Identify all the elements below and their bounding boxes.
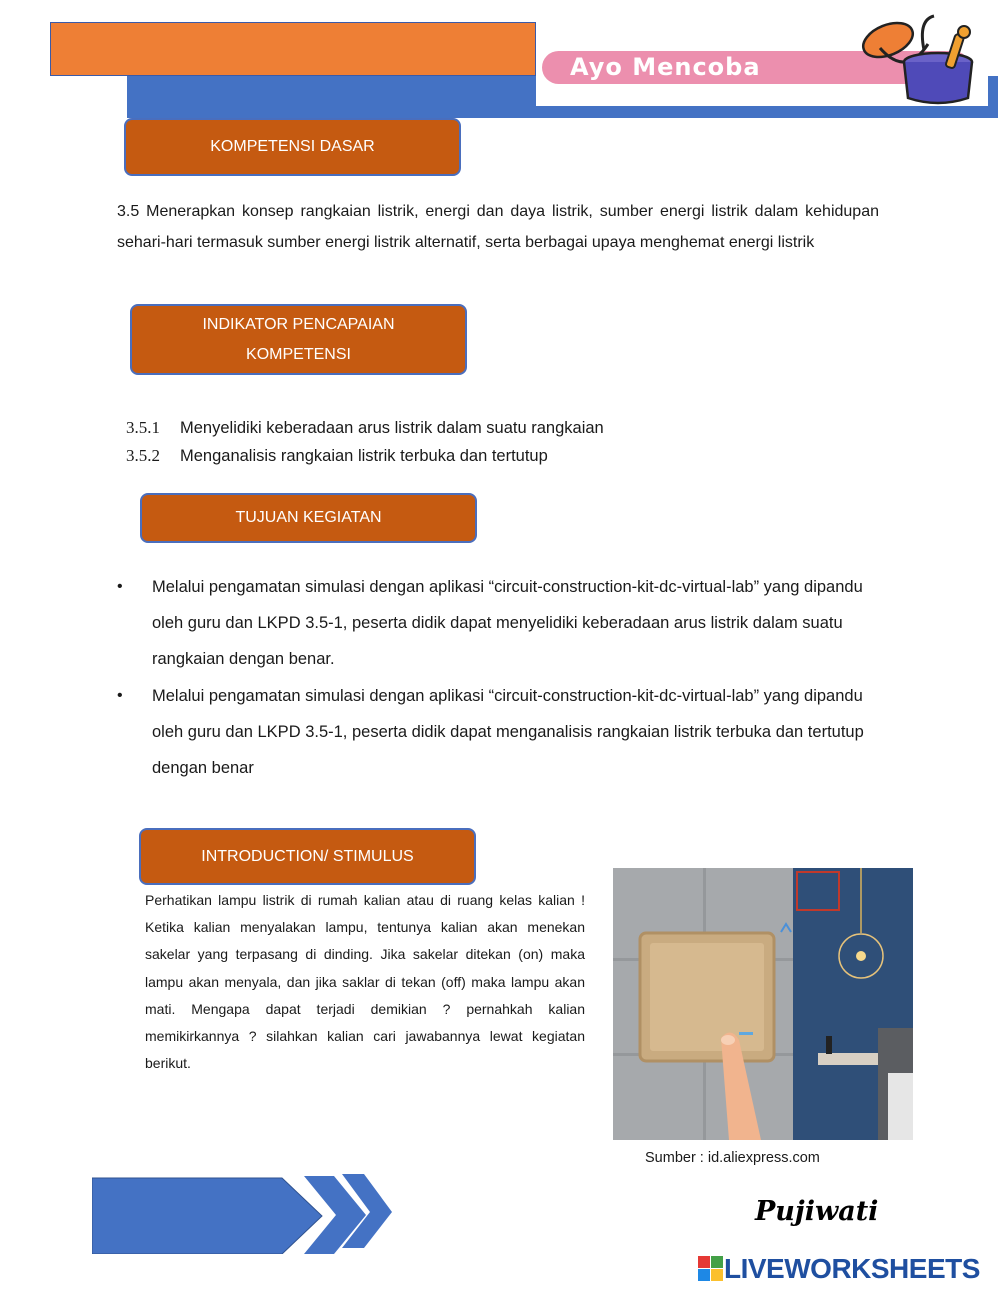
kompetensi-dasar-text: 3.5 Menerapkan konsep rangkaian listrik, energi dan daya listrik, sumber energi listrik dalam kehidupan sehari-hari termasuk sumber energi listrik alternatif, serta berbagai upaya menghemat energi listrik: [117, 203, 879, 251]
label-introduction: [139, 828, 476, 885]
label-indikator: [130, 304, 467, 375]
liveworksheets-logo: [698, 1253, 980, 1285]
indikator-text: Menganalisis rangkaian listrik terbuka dan tertutup: [180, 446, 548, 465]
indikator-item: [126, 414, 604, 442]
header-orange-bar: [50, 22, 536, 76]
indikator-item: [126, 442, 604, 470]
cooking-pot-icon: [858, 12, 974, 108]
bullet-icon: •: [117, 578, 123, 595]
label-kompetensi-dasar-text: KOMPETENSI DASAR: [210, 138, 375, 155]
goal-item: [117, 569, 877, 677]
goal-text: Melalui pengamatan simulasi dengan aplikasi “circuit-construction-kit-dc-virtual-lab” yang dipandu oleh guru dan LKPD 3.5-1, peserta didik dapat menyelidiki keberadaan arus listrik dalam suatu rangkaian dengan benar.: [152, 578, 863, 668]
indikator-text: Menyelidiki keberadaan arus listrik dalam suatu rangkaian: [180, 418, 604, 437]
goal-item: [117, 678, 877, 786]
bullet-icon: •: [117, 687, 123, 704]
liveworksheets-logo-icon: [698, 1256, 724, 1282]
author-name: Pujiwati: [755, 1196, 879, 1227]
indikator-number: 3.5.1: [126, 418, 160, 437]
label-indikator-line2: KOMPETENSI: [246, 345, 351, 363]
light-switch-photo: [613, 868, 913, 1140]
label-kompetensi-dasar: [124, 118, 461, 176]
brand-text: LIVEWORKSHEETS: [724, 1253, 980, 1284]
goal-text: Melalui pengamatan simulasi dengan aplikasi “circuit-construction-kit-dc-virtual-lab” yang dipandu oleh guru dan LKPD 3.5-1, peserta didik dapat menganalisis rangkaian listrik terbuka dan tertutup dengan benar: [152, 687, 864, 777]
next-arrow-icon: [92, 1172, 394, 1254]
intro-text: Perhatikan lampu listrik di rumah kalian atau di ruang kelas kalian ! Ketika kalian menyalakan lampu, tentunya kalian akan menekan sakelar yang terpasang di dinding. Jika sakelar ditekan (on) maka lampu akan menyala, dan jika saklar di tekan (off) maka lampu akan mati. Mengapa dapat terjadi demikian ? pernahkah kalian memikirkannya ? silahkan kalian cari jawabannya lewat kegiatan berikut.: [145, 892, 585, 1072]
image-source: Sumber : id.aliexpress.com: [645, 1150, 820, 1166]
indikator-number: 3.5.2: [126, 446, 160, 465]
indikator-list: [126, 414, 604, 470]
header-title: Ayo Mencoba: [570, 53, 761, 81]
label-tujuan-kegiatan-text: TUJUAN KEGIATAN: [235, 509, 382, 526]
label-indikator-line1: INDIKATOR PENCAPAIAN: [202, 315, 395, 333]
label-tujuan-kegiatan: [140, 493, 477, 543]
label-introduction-text: INTRODUCTION/ STIMULUS: [201, 847, 414, 865]
